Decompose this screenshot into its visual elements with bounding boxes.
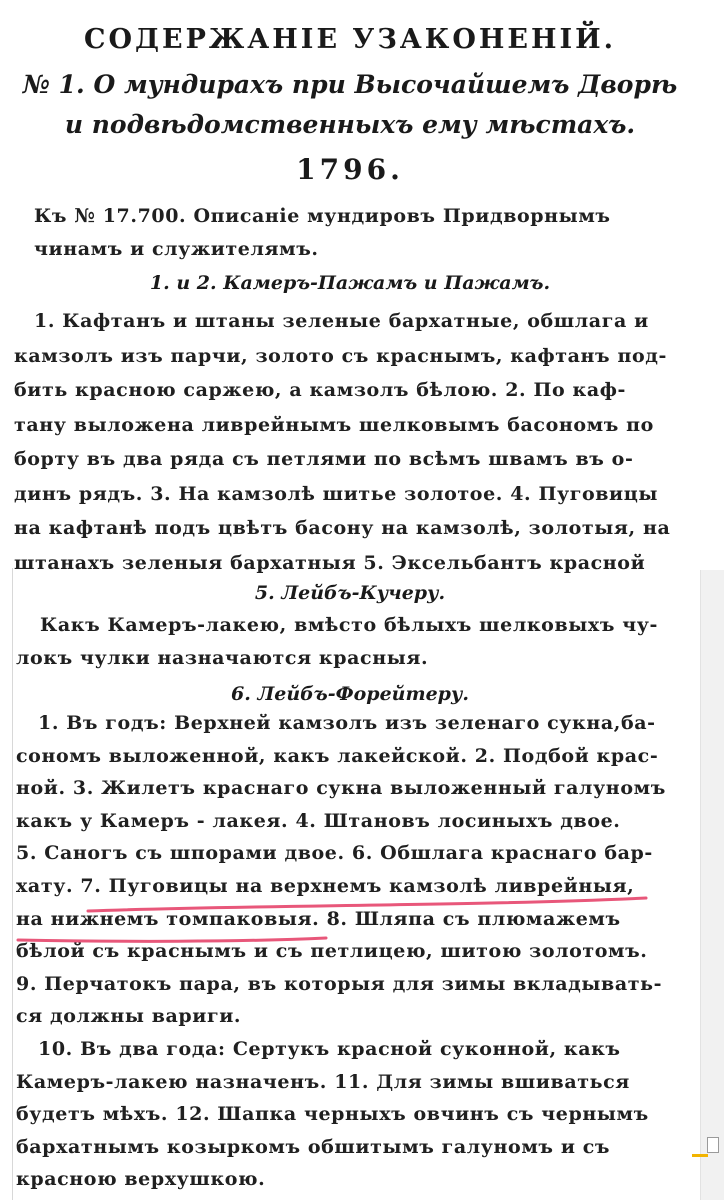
scrollbar-thumb[interactable] [707,1137,719,1153]
postilion-text-line: ся должны вариги. [16,1005,242,1028]
document-subtitle-line-2: и подвѣдомственныхъ ему мѣстахъ. [64,110,636,139]
coachman-text-line: Какъ Камеръ-лакею, вмѣсто бѣлыхъ шелковыхъ чу- [40,614,658,636]
pages-text-line: камзолъ изъ парчи, золото съ краснымъ, кафтанъ под- [14,344,667,367]
postilion-text-line: ной. 3. Жилетъ краснаго сукна выложенный галуномъ [16,777,666,800]
pages-text-line: штанахъ зеленыя бархатныя 5. Эксельбантъ красной [14,551,646,574]
postilion-text-line: какъ у Камеръ - лакея. 4. Штановъ лосиныхъ двое. [16,809,621,832]
postilion-text-line: хату. 7. Пуговицы на верхнемъ камзолѣ ливрейныя, [16,875,635,897]
document-title: СОДЕРЖАНІЕ УЗАКОНЕНІЙ. [83,24,617,55]
document-year: 1796. [296,153,404,186]
intro-line-1: Къ № 17.700. Описаніе мундировъ Придворнымъ [34,205,611,227]
postilion-text-line: Камеръ-лакею назначенъ. 11. Для зимы вшиваться [16,1070,630,1093]
document-subtitle-line-1: № 1. О мундирахъ при Высочайшемъ Дворѣ [22,70,678,99]
section-heading-pages: 1. и 2. Камеръ-Пажамъ и Пажамъ. [149,272,551,294]
postilion-text-line: бархатнымъ козыркомъ обшитымъ галуномъ и съ [16,1135,611,1158]
intro-line-2: чинамъ и служителямъ. [34,238,319,260]
coachman-text-line: локъ чулки назначаются красныя. [16,647,429,669]
postilion-text-line: бѣлой съ краснымъ и съ петлицею, шитою золотомъ. [16,940,648,963]
pages-text-line: динъ рядъ. 3. На камзолѣ шитье золотое. 4. Пуговицы [14,482,659,505]
postilion-text-line: 5. Саногъ съ шпорами двое. 6. Обшлага краснаго бар- [16,842,653,865]
postilion-text-line: 1. Въ годъ: Верхней камзолъ изъ зеленаго сукна,ба- [38,712,656,734]
page-edge-divider [0,568,13,1200]
postilion-text-line: 9. Перчатокъ пара, въ которыя для зимы вкладывать- [16,972,663,995]
postilion-text-line: сономъ выложенной, какъ лакейской. 2. Подбой крас- [16,744,659,767]
pages-text-line: 1. Кафтанъ и штаны зеленые бархатные, обшлага и [34,310,649,332]
postilion-text-line: красною верхушкою. [16,1168,266,1191]
pages-text-line: на кафтанѣ подъ цвѣтъ басону на камзолѣ, золотыя, на [14,517,671,539]
postilion-text-line: на нижнемъ томпаковыя. 8. Шляпа съ плюмажемъ [16,907,621,930]
pages-text-line: борту въ два ряда съ петлями по всѣмъ швамъ въ о- [14,448,634,470]
postilion-text-line: будетъ мѣхъ. 12. Шапка черныхъ овчинъ съ чернымъ [16,1103,649,1126]
section-heading-coachman: 5. Лейбъ-Кучеру. [254,582,446,604]
section-heading-postilion: 6. Лейбъ-Форейтеру. [231,683,469,705]
vertical-scrollbar-track[interactable] [700,570,724,1200]
pages-text-line: бить красною саржею, а камзолъ бѣлою. 2. По каф- [14,379,626,401]
highlight-mark [692,1154,708,1157]
pages-text-line: тану выложена ливрейнымъ шелковымъ басономъ по [14,413,654,436]
postilion-text-line: 10. Въ два года: Сертукъ красной суконной, какъ [38,1038,621,1060]
